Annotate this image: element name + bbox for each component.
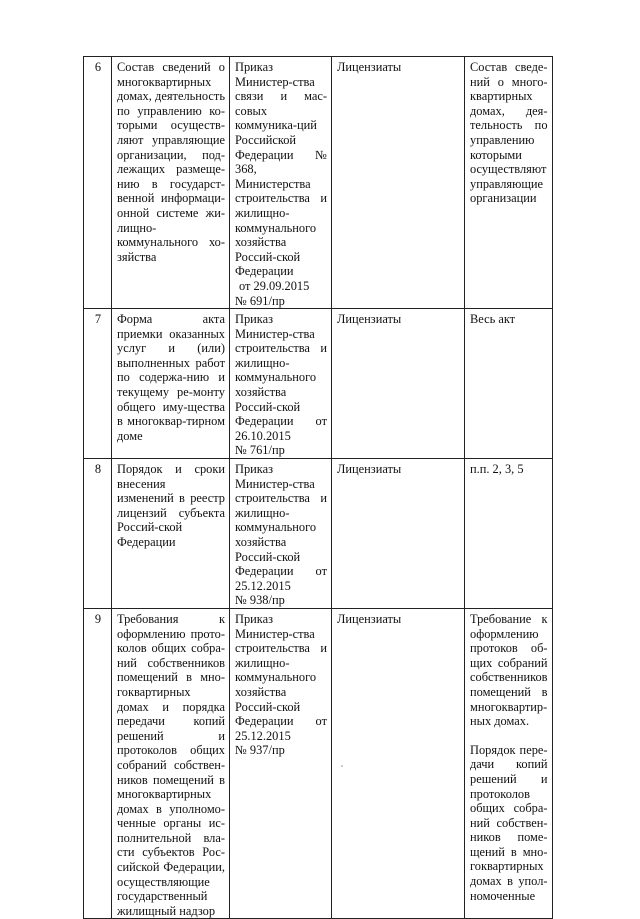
subject-text: Требования к оформлению прото-колов общих собра-ний собственников помещений в мно-гоквартирных домах и порядка передачи копий решений и протоколов общих собраний собствен-ников помещений в многоквартирных домах в уполномо-ченные органы ис-полнительной вла-сти субъектов Рос-сийской Федерации, осуществляющие государственный жилищный надзор	[117, 611, 225, 918]
table-row	[84, 309, 553, 459]
act-text: Приказ Министер-ства связи и мас-совых коммуника-ций Российской Федерации № 368, Министерства строительства и жилищно-коммунального хозяйства Россий-ской Федерации	[235, 60, 327, 279]
table-row	[84, 608, 553, 918]
subject-text: Форма акта приемки оказанных услуг и (или) выполненных работ по содержа-нию и текущему ре-монту общего иму-щества в многоквар-тирном доме	[117, 312, 225, 443]
subject-cell	[112, 309, 230, 459]
act-text: Приказ Министер-ства строительства и жилищно-коммунального хозяйства Россий-ской Федерации от 25.12.2015	[235, 462, 327, 593]
subject-text: Порядок и сроки внесения изменений в реестр лицензий субъекта Россий-ской Федерации	[117, 462, 225, 549]
subject-cell	[112, 57, 230, 309]
act-cell	[230, 57, 332, 309]
row-number: 6	[84, 57, 112, 309]
parts-cell	[465, 459, 553, 609]
legal-acts-table	[83, 56, 553, 919]
act-number: № 938/пр	[235, 593, 285, 608]
row-number: 9	[84, 608, 112, 918]
act-number: № 691/пр	[235, 293, 285, 308]
act-cell	[230, 309, 332, 459]
scope-cell	[332, 608, 465, 918]
paragraph-gap	[470, 729, 548, 743]
scope-cell	[332, 459, 465, 609]
row-number: 7	[84, 309, 112, 459]
parts-cell	[465, 309, 553, 459]
parts-text: Весь акт	[470, 312, 516, 327]
parts-text: п.п. 2, 3, 5	[470, 462, 524, 477]
subject-cell	[112, 459, 230, 609]
scope-text: Лицензиаты	[337, 60, 402, 74]
scan-speck	[341, 765, 343, 767]
row-number: 8	[84, 459, 112, 609]
act-date: от 29.09.2015	[239, 278, 310, 293]
subject-cell	[112, 608, 230, 918]
scope-cell	[332, 57, 465, 309]
parts-text-extra: Порядок пере-дачи копий решений и протоколов общих собра-ний собствен-ников поме-щений в мно-гоквартирных домах в упол-номоченные	[470, 742, 548, 903]
scope-cell	[332, 309, 465, 459]
parts-text: Требование к оформлению протоков об-щих собраний собственников помещений в многоквартир-ных домах.	[470, 611, 548, 729]
table-row	[84, 459, 553, 609]
subject-text: Состав сведений о многоквартирных домах, деятельность по управлению ко-торыми осуществ-ляют управляющие организации, под-лежащих размеще-нию в государст-венной информаци-онной системе жи-лищно-коммунального хо-зяйства	[117, 60, 225, 264]
act-cell	[230, 459, 332, 609]
act-cell	[230, 608, 332, 918]
scope-text: Лицензиаты	[337, 312, 402, 327]
act-text: Приказ Министер-ства строительства и жилищно-коммунального хозяйства Россий-ской Федерации от 25.12.2015	[235, 611, 327, 743]
parts-text: Состав сведе-ний о много-квартирных домах, дея-тельность по управлению которыми осуществляют управляющие организации	[470, 60, 548, 206]
act-number: № 761/пр	[235, 443, 285, 458]
scope-text: Лицензиаты	[337, 611, 402, 626]
act-text: Приказ Министер-ства строительства и жилищно-коммунального хозяйства Россий-ской Федерации от 26.10.2015	[235, 312, 327, 443]
act-number: № 937/пр	[235, 743, 285, 758]
scope-text: Лицензиаты	[337, 462, 402, 477]
parts-cell	[465, 608, 553, 918]
parts-cell	[465, 57, 553, 309]
table-row	[84, 57, 553, 309]
